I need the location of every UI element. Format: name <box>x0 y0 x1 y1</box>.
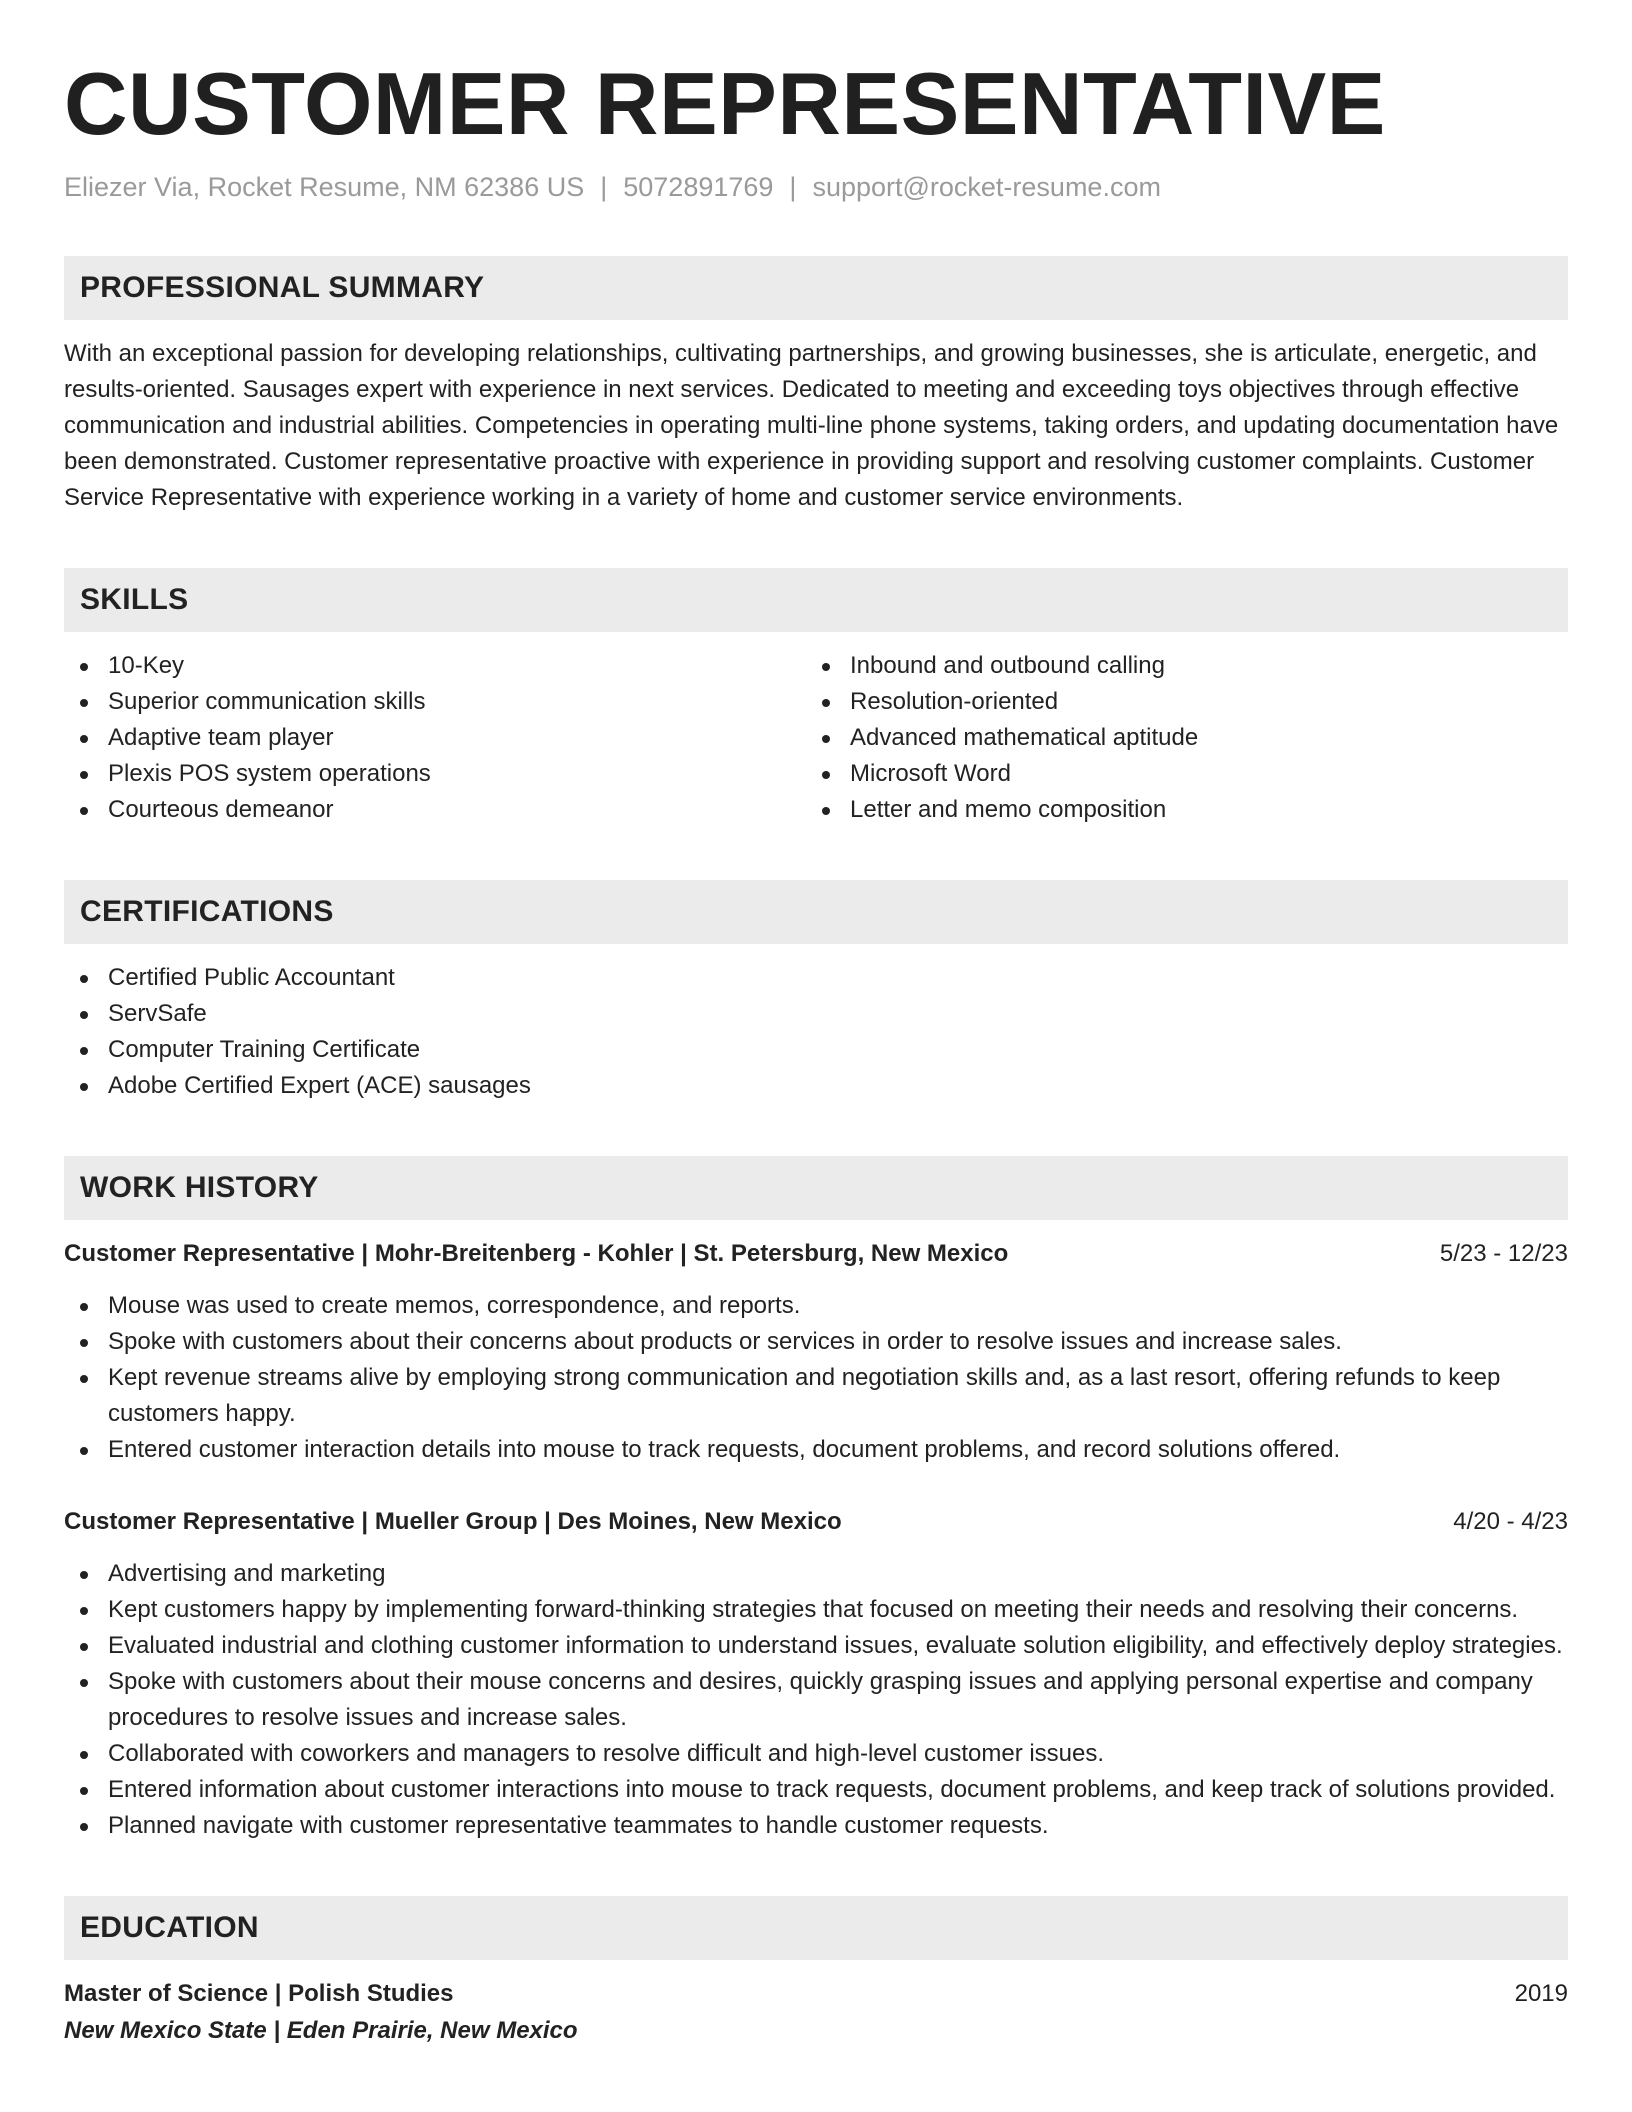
skill-item: Resolution-oriented <box>806 684 1548 720</box>
bullet-icon <box>822 699 830 707</box>
bullet-icon <box>80 1047 88 1055</box>
skill-item: Plexis POS system operations <box>64 756 806 792</box>
skill-item: 10-Key <box>64 648 806 684</box>
bullet-icon <box>80 1571 88 1579</box>
bullet-icon <box>80 1339 88 1347</box>
bullet-icon <box>80 1303 88 1311</box>
skill-item: Advanced mathematical aptitude <box>806 720 1548 756</box>
bullet-icon <box>80 1375 88 1383</box>
certifications-list <box>64 960 1568 1104</box>
contact-separator: | <box>600 172 608 202</box>
bullet-icon <box>80 1011 88 1019</box>
contact-address: Eliezer Via, Rocket Resume, NM 62386 US <box>64 172 585 202</box>
job-bullet: Planned navigate with customer representative teammates to handle customer requests. <box>64 1808 1568 1844</box>
skill-item: Adaptive team player <box>64 720 806 756</box>
bullet-icon <box>80 771 88 779</box>
job-title: Customer Representative | Mohr-Breitenberg - Kohler | St. Petersburg, New Mexico <box>64 1240 1009 1267</box>
job-bullet: Mouse was used to create memos, correspondence, and reports. <box>64 1288 1568 1324</box>
bullet-icon <box>80 699 88 707</box>
section-header-summary: PROFESSIONAL SUMMARY <box>64 256 1568 320</box>
job-bullet: Collaborated with coworkers and managers to resolve difficult and high-level customer issues. <box>64 1736 1568 1772</box>
job-bullet: Advertising and marketing <box>64 1556 1568 1592</box>
contact-line <box>64 170 1568 204</box>
skills-column-left <box>64 648 806 828</box>
resume-title: CUSTOMER REPRESENTATIVE <box>64 54 1386 153</box>
contact-email: support@rocket-resume.com <box>812 172 1161 202</box>
bullet-icon <box>80 735 88 743</box>
job-title: Customer Representative | Mueller Group | Des Moines, New Mexico <box>64 1508 842 1535</box>
job-dates: 4/20 - 4/23 <box>1453 1508 1568 1535</box>
section-header-work-history: WORK HISTORY <box>64 1156 1568 1220</box>
bullet-icon <box>80 975 88 983</box>
bullet-icon <box>822 735 830 743</box>
skill-item: Courteous demeanor <box>64 792 806 828</box>
job-bullets <box>64 1556 1568 1844</box>
certification-item: Computer Training Certificate <box>64 1032 1568 1068</box>
contact-phone: 5072891769 <box>623 172 774 202</box>
skill-item: Microsoft Word <box>806 756 1548 792</box>
skill-item: Superior communication skills <box>64 684 806 720</box>
skills-column-right <box>806 648 1548 828</box>
education-degree: Master of Science | Polish Studies <box>64 1980 454 2007</box>
job-bullet: Entered information about customer interactions into mouse to track requests, document problems, and keep track of solutions provided. <box>64 1772 1568 1808</box>
skills-list-right <box>806 648 1548 828</box>
bullet-icon <box>80 1643 88 1651</box>
resume-page <box>64 56 1568 2048</box>
bullet-icon <box>80 1823 88 1831</box>
bullet-icon <box>80 1679 88 1687</box>
section-header-certifications: CERTIFICATIONS <box>64 880 1568 944</box>
bullet-icon <box>822 771 830 779</box>
bullet-icon <box>80 1447 88 1455</box>
bullet-icon <box>80 663 88 671</box>
bullet-icon <box>80 1751 88 1759</box>
education-header <box>64 1976 1568 2012</box>
certification-item: Adobe Certified Expert (ACE) sausages <box>64 1068 1568 1104</box>
section-header-skills: SKILLS <box>64 568 1568 632</box>
job-header <box>64 1236 1568 1272</box>
bullet-icon <box>80 1787 88 1795</box>
bullet-icon <box>80 1607 88 1615</box>
job-bullet: Spoke with customers about their mouse concerns and desires, quickly grasping issues and applying personal expertise and company procedures to resolve issues and increase sales. <box>64 1664 1568 1736</box>
section-header-education: EDUCATION <box>64 1896 1568 1960</box>
bullet-icon <box>80 807 88 815</box>
job-bullet: Kept revenue streams alive by employing strong communication and negotiation skills and, as a last resort, offering refunds to keep customers happy. <box>64 1360 1568 1432</box>
job-bullet: Evaluated industrial and clothing customer information to understand issues, evaluate solution eligibility, and effectively deploy strategies. <box>64 1628 1568 1664</box>
job-header <box>64 1504 1568 1540</box>
skill-item: Letter and memo composition <box>806 792 1548 828</box>
bullet-icon <box>822 807 830 815</box>
bullet-icon <box>80 1083 88 1091</box>
certification-item: ServSafe <box>64 996 1568 1032</box>
contact-separator: | <box>789 172 797 202</box>
skills-list-left <box>64 648 806 828</box>
job-bullet: Kept customers happy by implementing forward-thinking strategies that focused on meeting their needs and resolving their concerns. <box>64 1592 1568 1628</box>
education-school: New Mexico State | Eden Prairie, New Mexico <box>64 2017 578 2044</box>
skills-grid <box>64 648 1568 828</box>
job-bullet: Entered customer interaction details into mouse to track requests, document problems, and record solutions offered. <box>64 1432 1568 1468</box>
job-dates: 5/23 - 12/23 <box>1439 1240 1568 1267</box>
job-bullet: Spoke with customers about their concerns about products or services in order to resolve issues and increase sales. <box>64 1324 1568 1360</box>
education-year: 2019 <box>1514 1980 1568 2007</box>
job-bullets <box>64 1288 1568 1468</box>
skill-item: Inbound and outbound calling <box>806 648 1548 684</box>
certification-item: Certified Public Accountant <box>64 960 1568 996</box>
summary-text: With an exceptional passion for developing relationships, cultivating partnerships, and growing businesses, she is articulate, energetic, and results-oriented. Sausages expert with experience in next services. Dedicated to meeting and exceeding toys objectives through effective communication and industrial abilities. Competencies in operating multi-line phone systems, taking orders, and updating documentation have been demonstrated. Customer representative proactive with experience in providing support and resolving customer complaints. Customer Service Representative with experience working in a variety of home and customer service environments. <box>64 340 1559 511</box>
bullet-icon <box>822 663 830 671</box>
